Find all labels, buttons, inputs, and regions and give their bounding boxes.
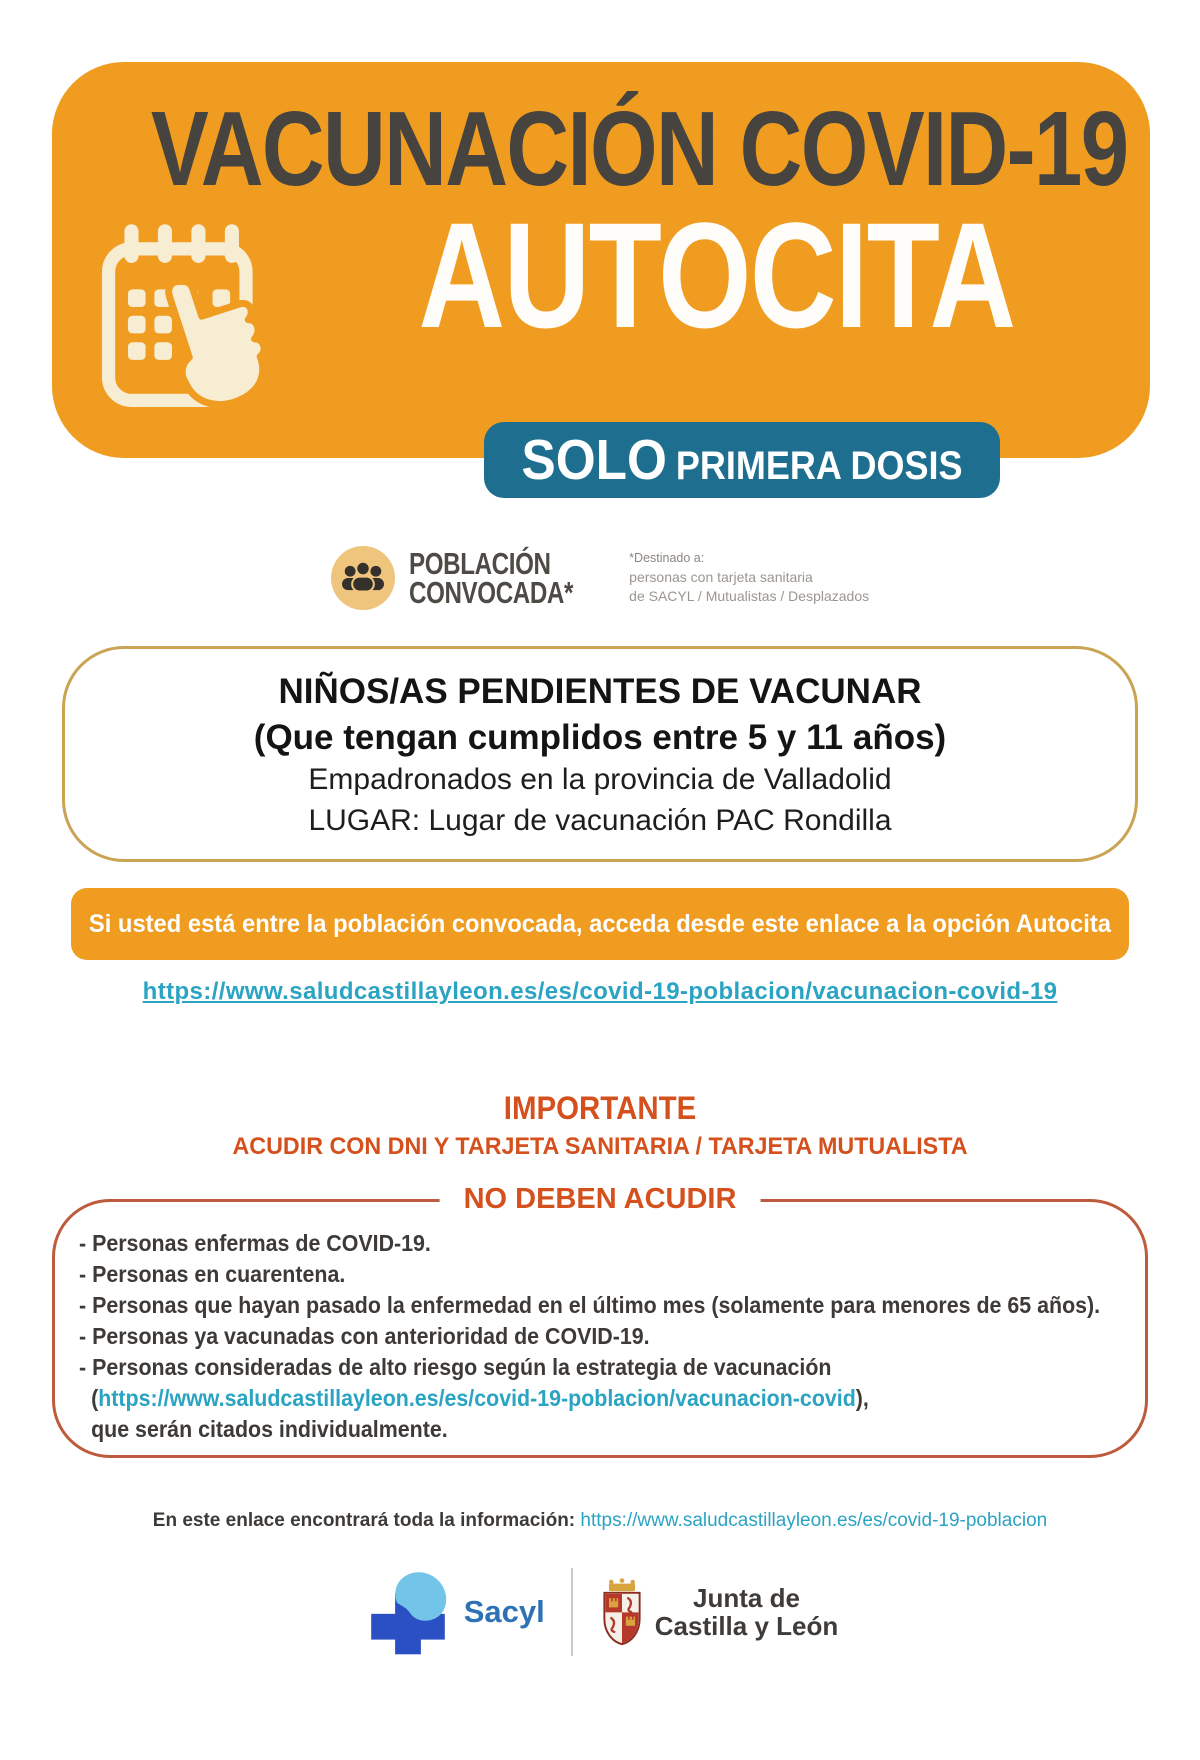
no-deben-acudir-title: NO DEBEN ACUDIR <box>440 1183 761 1216</box>
target-line1: NIÑOS/AS PENDIENTES DE VACUNAR <box>278 672 922 711</box>
junta-label <box>655 1584 839 1640</box>
junta-line1: Junta de <box>693 1582 800 1613</box>
importante-title: IMPORTANTE <box>503 1090 697 1126</box>
sacyl-label: Sacyl <box>463 1594 545 1629</box>
target-line4: LUGAR: Lugar de vacunación PAC Rondilla <box>308 803 892 837</box>
destinado-note-line2: de SACYL / Mutualistas / Desplazados <box>629 587 870 604</box>
info-link[interactable]: https://www.saludcastillayleon.es/es/covid-19-poblacion <box>580 1510 1048 1531</box>
cta-band <box>71 888 1129 960</box>
logos-row <box>0 1566 1200 1658</box>
convocada-line2: CONVOCADA* <box>408 575 573 610</box>
list-item: - Personas enfermas de COVID-19. <box>79 1230 431 1256</box>
banner-subtitle: AUTOCITA <box>418 191 1015 359</box>
destinado-note-title: *Destinado a: <box>629 551 705 566</box>
no-deben-acudir-box <box>52 1183 1148 1458</box>
poblacion-convocada-section <box>0 546 1200 610</box>
list-item: - Personas que hayan pasado la enfermedad en el último mes (solamente para menores de 65 años). <box>79 1292 1101 1318</box>
sacyl-cross-icon <box>362 1566 454 1658</box>
junta-line2: Castilla y León <box>654 1611 839 1641</box>
list-item-link-line <box>79 1383 1052 1414</box>
poblacion-convocada-label <box>408 545 573 610</box>
banner-title: VACUNACIÓN COVID-19 <box>150 90 1128 208</box>
no-deben-acudir-list <box>79 1228 1101 1445</box>
list-item: - Personas consideradas de alto riesgo según la estrategia de vacunación <box>79 1354 832 1380</box>
link-suffix: ), <box>855 1385 869 1411</box>
list-item: - Personas ya vacunadas con anterioridad de COVID-19. <box>79 1323 650 1349</box>
badge-primera-dosis-text: PRIMERA DOSIS <box>675 444 963 488</box>
list-item: - Personas en cuarentena. <box>79 1261 346 1287</box>
calendar-tap-icon <box>98 208 283 448</box>
target-group-box <box>62 646 1138 862</box>
target-line3: Empadronados en la provincia de Valladolid <box>308 763 892 796</box>
badge-solo-text: SOLO <box>521 428 667 492</box>
junta-logo <box>599 1566 839 1658</box>
target-line2: (Que tengan cumplidos entre 5 y 11 años) <box>253 717 947 757</box>
sacyl-logo <box>362 1566 545 1658</box>
junta-shield-icon <box>599 1566 645 1658</box>
importante-subtitle: ACUDIR CON DNI Y TARJETA SANITARIA / TARJETA MUTUALISTA <box>232 1133 968 1160</box>
main-banner <box>52 62 1150 492</box>
footer-info-label: En este enlace encontrará toda la información: <box>152 1510 581 1531</box>
cta-band-text: Si usted está entre la población convocada, acceda desde este enlace a la opción Autocita <box>88 909 1112 938</box>
destinado-note-line1: personas con tarjeta sanitaria <box>629 569 813 586</box>
logo-divider <box>571 1568 573 1656</box>
vacunacion-covid-link[interactable]: https://www.saludcastillayleon.es/es/covid-19-poblacion/vacunacion-covid <box>98 1385 856 1411</box>
people-icon <box>331 546 395 610</box>
link-prefix: ( <box>91 1385 99 1411</box>
destinado-note <box>629 551 869 604</box>
list-item-last-line: que serán citados individualmente. <box>91 1416 448 1442</box>
autocita-link[interactable]: https://www.saludcastillayleon.es/es/covid-19-poblacion/vacunacion-covid-19 <box>142 978 1058 1005</box>
solo-primera-dosis-badge <box>484 422 1000 498</box>
footer-info <box>0 1510 1200 1532</box>
convocada-line1: POBLACIÓN <box>408 545 551 581</box>
